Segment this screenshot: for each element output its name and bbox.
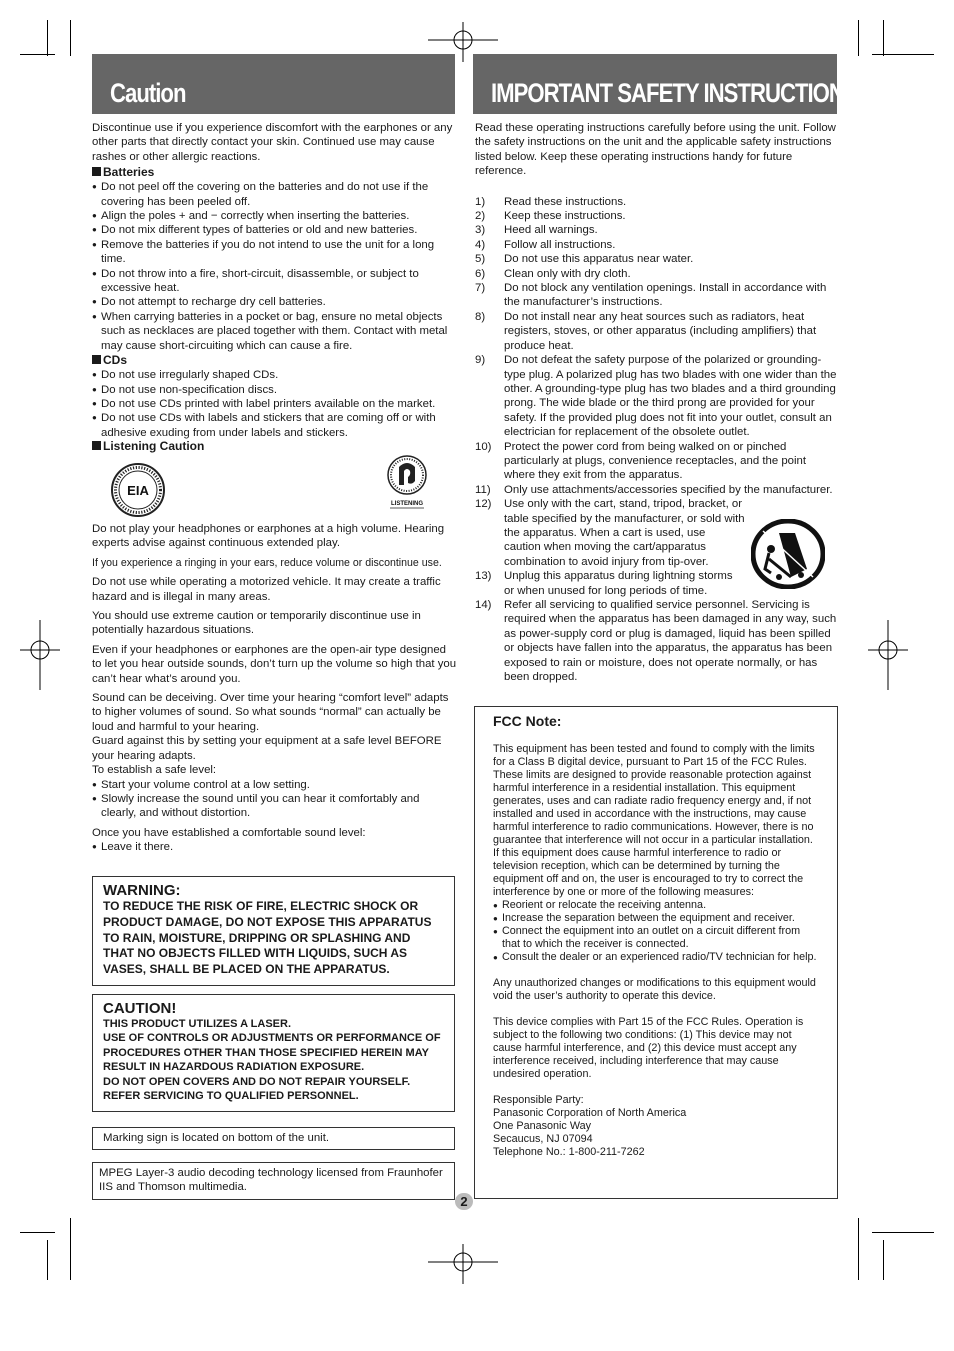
warning-box xyxy=(92,876,455,986)
list-item: 3) Heed all warnings. xyxy=(475,224,598,237)
listening-paragraph: If you experience a ringing in your ears, reduce volume or discontinue use. xyxy=(92,556,442,569)
list-item: ● Consult the dealer or an experienced radio/TV technician for help. xyxy=(493,951,819,964)
list-item: ● Do not attempt to recharge dry cell batteries. xyxy=(92,295,457,309)
marking-note-box xyxy=(92,1127,455,1150)
list-item: 13) Unplug this apparatus during lightning storms or when unused for long periods of time. xyxy=(475,570,733,597)
listening-section xyxy=(92,522,457,855)
fcc-measures-list xyxy=(493,899,819,964)
list-item: 2) Keep these instructions. xyxy=(475,210,626,223)
warning-body: TO REDUCE THE RISK OF FIRE, ELECTRIC SHOCK OR PRODUCT DAMAGE, DO NOT EXPOSE THIS APPARATUS TO RAIN, MOISTURE, DRIPPING OR SPLASHING AND THAT NO OBJECTS FILLED WITH LIQUIDS, SUCH AS VASES, SHALL BE PLACED ON THE APPARATUS. xyxy=(103,899,432,977)
list-item: 8) Do not install near any heat sources such as radiators, heat registers, stoves, or other apparatus (including amplifiers) that produce heat. xyxy=(475,310,817,352)
list-item: ● Do not throw into a fire, short-circuit, disassemble, or subject to excessive heat. xyxy=(92,267,457,296)
square-bullet-icon xyxy=(92,441,101,450)
listening-heading-wrap xyxy=(92,439,457,454)
caution-box-line: THIS PRODUCT UTILIZES A LASER. xyxy=(103,1018,292,1030)
list-item: ● Do not use irregularly shaped CDs. xyxy=(92,368,457,382)
established-text: Once you have established a comfortable sound level: xyxy=(92,826,366,839)
list-item: 9) Do not defeat the safety purpose of the polarized or grounding-type plug. A polarized plug has two blades with one wider than the other. A grounding-type plug has two blades and a third grounding prong. The wide blade or the third prong are provided for your safety. If the provided plug does not fit into your outlet, consult an electrician for replacement of the obsolete outlet. xyxy=(475,354,837,439)
batteries-heading: Batteries xyxy=(92,165,457,180)
eia-logo-icon xyxy=(110,462,166,518)
listening-paragraph: Even if your headphones or earphones are the open-air type designed to let you hear outside sounds, don’t turn up the volume so high that you can’t hear what’s around you. xyxy=(92,643,457,685)
square-bullet-icon xyxy=(92,167,101,176)
list-item: ● Align the poles + and − correctly when inserting the batteries. xyxy=(92,209,457,223)
sound-paragraph: Sound can be deceiving. Over time your hearing “comfort level” adapts to higher volumes of sound. So what sounds “normal” can actually be loud and harmful to your hearing. xyxy=(92,692,449,733)
caution-box-line: DO NOT OPEN COVERS AND DO NOT REPAIR YOURSELF. REFER SERVICING TO QUALIFIED PERSONNEL. xyxy=(103,1075,411,1103)
sound-paragraph: To establish a safe level: xyxy=(92,764,217,777)
caution-laser-box xyxy=(92,994,455,1112)
list-item: ● Reorient or relocate the receiving antenna. xyxy=(493,899,819,912)
list-item: 11) Only use attachments/accessories specified by the manufacturer. xyxy=(475,483,833,496)
listening-logo-icon xyxy=(386,455,428,513)
fcc-paragraph: Any unauthorized changes or modifications to this equipment would void the user’s authority to operate this device. xyxy=(493,977,816,1002)
established-list xyxy=(92,840,457,854)
registration-mark-right xyxy=(868,620,908,690)
responsible-line: Responsible Party: xyxy=(493,1094,584,1106)
responsible-line: Telephone No.: 1-800-211-7262 xyxy=(493,1146,645,1158)
list-item: ● Do not peel off the covering on the batteries and do not use if the covering has been peeled off. xyxy=(92,180,457,209)
caution-box-line: USE OF CONTROLS OR ADJUSTMENTS OR PERFORMANCE OF PROCEDURES OTHER THAN THOSE SPECIFIED HEREIN MAY RESULT IN HAZARDOUS RADIATION EXPOSURE. xyxy=(103,1032,441,1074)
fcc-paragraph: These limits are designed to provide reasonable protection against harmful interference in a residential installation. This equipment generates, uses and can radiate radio frequency energy and, if not installed and used in accordance with the instructions, may cause harmful interference to radio communications. However, there is no guarantee that interference will not occur in a particular installation. If this equipment does cause harmful interference to radio or television reception, which can be determined by turning the equipment off and on, the user is encouraged to try to correct the interference by one or more of the following measures: xyxy=(493,769,814,898)
fcc-note-box xyxy=(474,706,838,1199)
batteries-list xyxy=(92,180,457,353)
list-item: 12) Use only with the cart, stand, tripod, bracket, or table specified by the manufacturer, or sold with the apparatus. When a cart is used, use caution when moving the cart/apparatus combination to avoid injury from tip-over. xyxy=(475,498,745,568)
registration-mark-left xyxy=(20,620,60,690)
list-item: ● When carrying batteries in a pocket or bag, ensure no metal objects such as necklaces are placed together with them. Contact with metal may cause short-circuiting which can cause a fire. xyxy=(92,310,457,353)
responsible-line: One Panasonic Way xyxy=(493,1120,592,1132)
cds-heading: CDs xyxy=(92,353,457,368)
sound-paragraph: Guard against this by setting your equipment at a safe level BEFORE your hearing adapts. xyxy=(92,735,442,762)
safe-level-list xyxy=(92,778,457,821)
list-item: 1) Read these instructions. xyxy=(475,195,627,208)
list-item: ● Leave it there. xyxy=(92,840,457,854)
safety-section xyxy=(475,121,837,684)
responsible-line: Secaucus, NJ 07094 xyxy=(493,1133,593,1145)
list-item: 7) Do not block any ventilation openings. Install in accordance with the manufacturer’s instructions. xyxy=(475,282,827,309)
safety-list xyxy=(475,195,837,685)
registration-mark-bottom xyxy=(428,1244,498,1284)
list-item: ● Do not use non-specification discs. xyxy=(92,383,457,397)
mpeg-note-box xyxy=(92,1162,455,1200)
list-item: ● Remove the batteries if you do not intend to use the unit for a long time. xyxy=(92,238,457,267)
safety-intro: Read these operating instructions carefully before using the unit. Follow the safety instructions on the unit and the applicable safety instructions listed below. Keep these operating instructions handy for future reference. xyxy=(475,122,836,178)
list-item: ● Do not mix different types of batteries or old and new batteries. xyxy=(92,223,457,237)
warning-title: WARNING: xyxy=(103,882,181,899)
list-item: 10) Protect the power cord from being walked on or pinched particularly at plugs, convenience receptacles, and the point where they exit from the apparatus. xyxy=(475,440,807,482)
svg-text:EIA: EIA xyxy=(127,483,149,498)
fcc-paragraph: This device complies with Part 15 of the FCC Rules. Operation is subject to the following two conditions: (1) This device may not cause harmful interference, and (2) this device must accept any interference received, including interference that may cause undesired operation. xyxy=(493,1016,804,1080)
marking-note: Marking sign is located on bottom of the unit. xyxy=(103,1132,330,1144)
safety-banner xyxy=(473,54,858,114)
caution-section xyxy=(92,121,457,440)
list-item: 4) Follow all instructions. xyxy=(475,238,616,251)
fcc-title: FCC Note: xyxy=(493,713,562,729)
caution-intro: Discontinue use if you experience discomfort with the earphones or any other parts that directly contact your skin. Continued use may cause rashes or other allergic reactions. xyxy=(92,122,453,163)
list-item: ● Do not use CDs with labels and stickers that are coming off or with adhesive exuding from under labels and stickers. xyxy=(92,411,457,440)
list-item: 6) Clean only with dry cloth. xyxy=(475,267,631,280)
listening-paragraph: Do not use while operating a motorized vehicle. It may create a traffic hazard and is illegal in many areas. xyxy=(92,576,441,603)
caution-box-title: CAUTION! xyxy=(103,1000,177,1017)
cds-list xyxy=(92,368,457,440)
caution-title: Caution xyxy=(110,78,186,108)
listening-paragraph: You should use extreme caution or temporarily discontinue use in potentially hazardous situations. xyxy=(92,610,421,637)
list-item: ● Connect the equipment into an outlet on a circuit different from that to which the receiver is connected. xyxy=(493,925,819,951)
caution-banner xyxy=(92,54,455,114)
list-item: 5) Do not use this apparatus near water. xyxy=(475,253,694,266)
cart-tipover-warning-icon xyxy=(751,519,825,589)
safety-title: IMPORTANT SAFETY INSTRUCTIONS xyxy=(491,78,858,108)
fcc-paragraph: This equipment has been tested and found to comply with the limits for a Class B digital device, pursuant to Part 15 of the FCC Rules. xyxy=(493,743,815,768)
list-item: ● Start your volume control at a low setting. xyxy=(92,778,457,792)
mpeg-note: MPEG Layer-3 audio decoding technology licensed from Fraunhofer IIS and Thomson multimedia. xyxy=(99,1167,443,1194)
responsible-line: Panasonic Corporation of North America xyxy=(493,1107,687,1119)
list-item: 14) Refer all servicing to qualified service personnel. Servicing is required when the apparatus has been damaged in any way, such as power-supply cord or plug is damaged, liquid has been spilled or objects have fallen into the apparatus, the apparatus has been exposed to rain or moisture, does not operate normally, or has been dropped. xyxy=(475,599,837,684)
list-item: ● Slowly increase the sound until you can hear it comfortably and clearly, and without distortion. xyxy=(92,792,457,821)
svg-text:LISTENING: LISTENING xyxy=(390,501,424,507)
square-bullet-icon xyxy=(92,355,101,364)
listening-heading: Listening Caution xyxy=(92,439,457,454)
listening-paragraph: Do not play your headphones or earphones at a high volume. Hearing experts advise against continuous extended play. xyxy=(92,523,445,550)
list-item: ● Do not use CDs printed with label printers available on the market. xyxy=(92,397,457,411)
list-item: ● Increase the separation between the equipment and receiver. xyxy=(493,912,819,925)
page-number: 2 xyxy=(455,1193,473,1210)
